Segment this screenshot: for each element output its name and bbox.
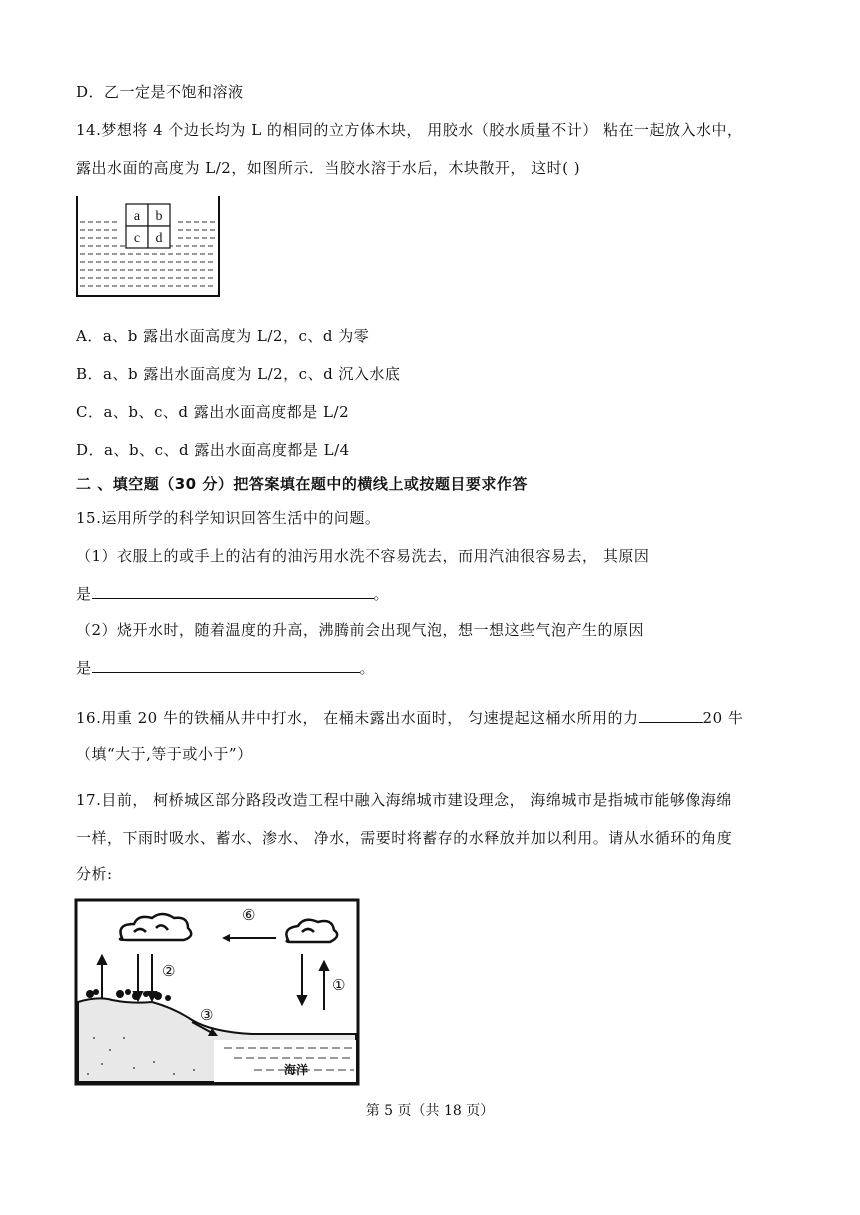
section-heading: 二 、填空题（30 分）把答案填在题中的横线上或按题目要求作答 bbox=[76, 475, 528, 493]
q14-option-a: A．a、b 露出水面高度为 L/2，c、d 为零 bbox=[76, 327, 370, 345]
q16-stem-before: 16.用重 20 牛的铁桶从井中打水， 在桶未露出水面时， 匀速提起这桶水所用的力 bbox=[76, 709, 639, 727]
q17-water-cycle-diagram bbox=[74, 898, 360, 1088]
q15-part2-blank[interactable] bbox=[92, 656, 360, 673]
block-label-c: c bbox=[133, 231, 141, 246]
q16-stem-after: 20 牛 bbox=[702, 709, 744, 727]
q17-line3: 分析: bbox=[76, 865, 113, 883]
q15-part1-line1: （1）衣服上的或手上的沾有的油污用水洗不容易洗去，而用汽油很容易去， 其原因 bbox=[76, 547, 650, 565]
block-label-a: a bbox=[133, 209, 141, 224]
q16-blank[interactable] bbox=[639, 706, 703, 723]
block-label-d: d bbox=[155, 231, 163, 246]
q16-stem-line1 bbox=[76, 706, 743, 728]
label-6: ⑥ bbox=[242, 906, 256, 924]
page-footer: 第 5 页（共 18 页） bbox=[365, 1103, 495, 1119]
q15-part2-suffix: 。 bbox=[359, 659, 376, 677]
block-label-b: b bbox=[155, 209, 163, 224]
q15-stem: 15.运用所学的科学知识回答生活中的问题。 bbox=[76, 509, 381, 527]
q15-part2-line1: （2）烧开水时，随着温度的升高，沸腾前会出现气泡，想一想这些气泡产生的原因 bbox=[76, 621, 645, 639]
q15-part1-blank[interactable] bbox=[92, 582, 374, 599]
q15-part2-answer-line bbox=[76, 656, 375, 678]
label-3: ③ bbox=[200, 1006, 214, 1024]
q14-figure-svg bbox=[74, 194, 224, 300]
q14-option-d: D．a、b、c、d 露出水面高度都是 L/4 bbox=[76, 441, 350, 459]
ocean-label: 海洋 bbox=[284, 1063, 309, 1077]
q13-option-d: D．乙一定是不饱和溶液 bbox=[76, 83, 244, 101]
wood-blocks bbox=[126, 204, 170, 248]
label-1: ① bbox=[332, 976, 346, 994]
q15-part1-answer-line bbox=[76, 582, 389, 604]
q15-part2-prefix: 是 bbox=[76, 659, 92, 677]
q17-line1: 17.目前， 柯桥城区部分路段改造工程中融入海绵城市建设理念， 海绵城市是指城市能够像海绵 bbox=[76, 791, 732, 809]
label-2: ② bbox=[162, 962, 176, 980]
q16-line2: （填“大于,等于或小于”） bbox=[76, 745, 253, 763]
q17-line2: 一样，下雨时吸水、蓄水、渗水、 净水，需要时将蓄存的水释放并加以利用。请从水循环的角度 bbox=[76, 829, 733, 847]
q14-stem-line1: 14.梦想将 4 个边长均为 L 的相同的立方体木块， 用胶水（胶水质量不计） 粘在一起放入水中， bbox=[76, 121, 743, 139]
water-cycle-svg bbox=[74, 898, 360, 1088]
q14-stem-line2: 露出水面的高度为 L/2，如图所示．当胶水溶于水后，木块散开， 这时( ) bbox=[76, 159, 581, 177]
q15-part1-prefix: 是 bbox=[76, 585, 92, 603]
q15-part1-suffix: 。 bbox=[373, 585, 390, 603]
q14-option-b: B．a、b 露出水面高度为 L/2，c、d 沉入水底 bbox=[76, 365, 401, 383]
q14-option-c: C．a、b、c、d 露出水面高度都是 L/2 bbox=[76, 403, 350, 421]
q14-figure-container-diagram bbox=[74, 194, 224, 300]
